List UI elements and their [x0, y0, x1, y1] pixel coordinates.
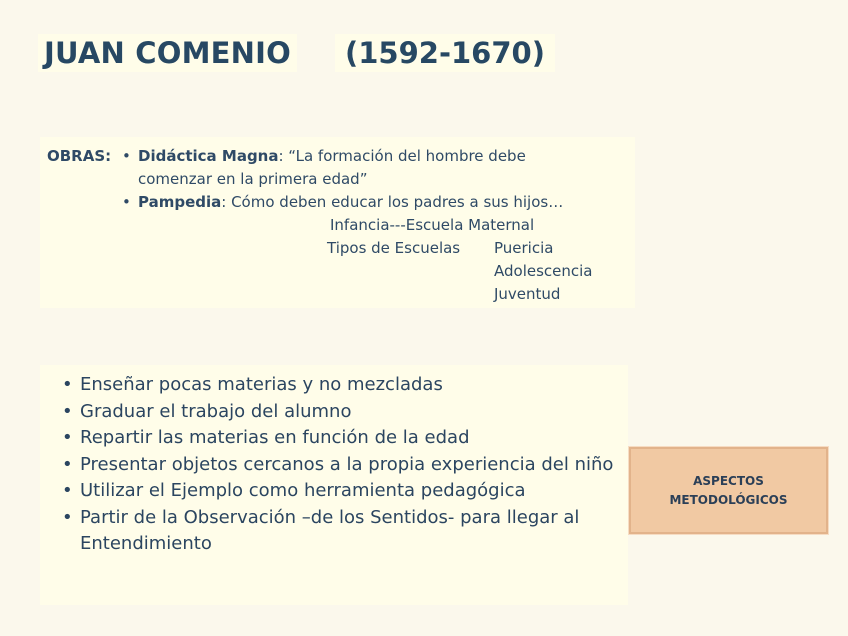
list-item: • Utilizar el Ejemplo como herramienta pedagógica — [80, 478, 620, 505]
obras-item-title: Didáctica Magna — [138, 147, 279, 165]
juventud-text: Juventud — [494, 285, 561, 303]
tipos-escuelas-text: Tipos de Escuelas — [327, 239, 461, 257]
adolescencia-text: Adolescencia — [494, 262, 593, 280]
aspectos-metodologicos-box — [629, 447, 828, 534]
obras-section — [40, 137, 635, 308]
list-item: • Graduar el trabajo del alumno — [80, 399, 620, 426]
puericia-text: Puericia — [494, 239, 554, 257]
methodological-list — [40, 365, 628, 558]
list-item: • Repartir las materias en función de la edad — [80, 425, 620, 452]
list-item: • Presentar objetos cercanos a la propia experiencia del niño — [80, 452, 620, 479]
obras-item-text: : “La formación del hombre debe — [278, 147, 526, 165]
obras-item-title: Pampedia — [138, 193, 222, 211]
obras-item-text: : Cómo deben educar los padres a sus hijos… — [221, 193, 564, 211]
obras-item-text: comenzar en la primera edad” — [138, 170, 368, 188]
obras-label: OBRAS: — [47, 147, 112, 165]
aspect-label-line1: ASPECTOS — [693, 473, 764, 488]
bullet-icon: • — [122, 147, 131, 165]
infancia-text: Infancia---Escuela Maternal — [330, 216, 535, 234]
list-item: • Partir de la Observación –de los Sentidos- para llegar al Entendimiento — [80, 505, 620, 558]
bullet-icon: • — [122, 193, 131, 211]
years-label: (1592-1670) — [335, 34, 555, 72]
methodological-list-box — [40, 365, 628, 605]
aspect-label-line2: METODOLÓGICOS — [669, 492, 788, 507]
page-title: JUAN COMENIO — [38, 34, 297, 72]
list-item: • Enseñar pocas materias y no mezcladas — [80, 372, 620, 399]
